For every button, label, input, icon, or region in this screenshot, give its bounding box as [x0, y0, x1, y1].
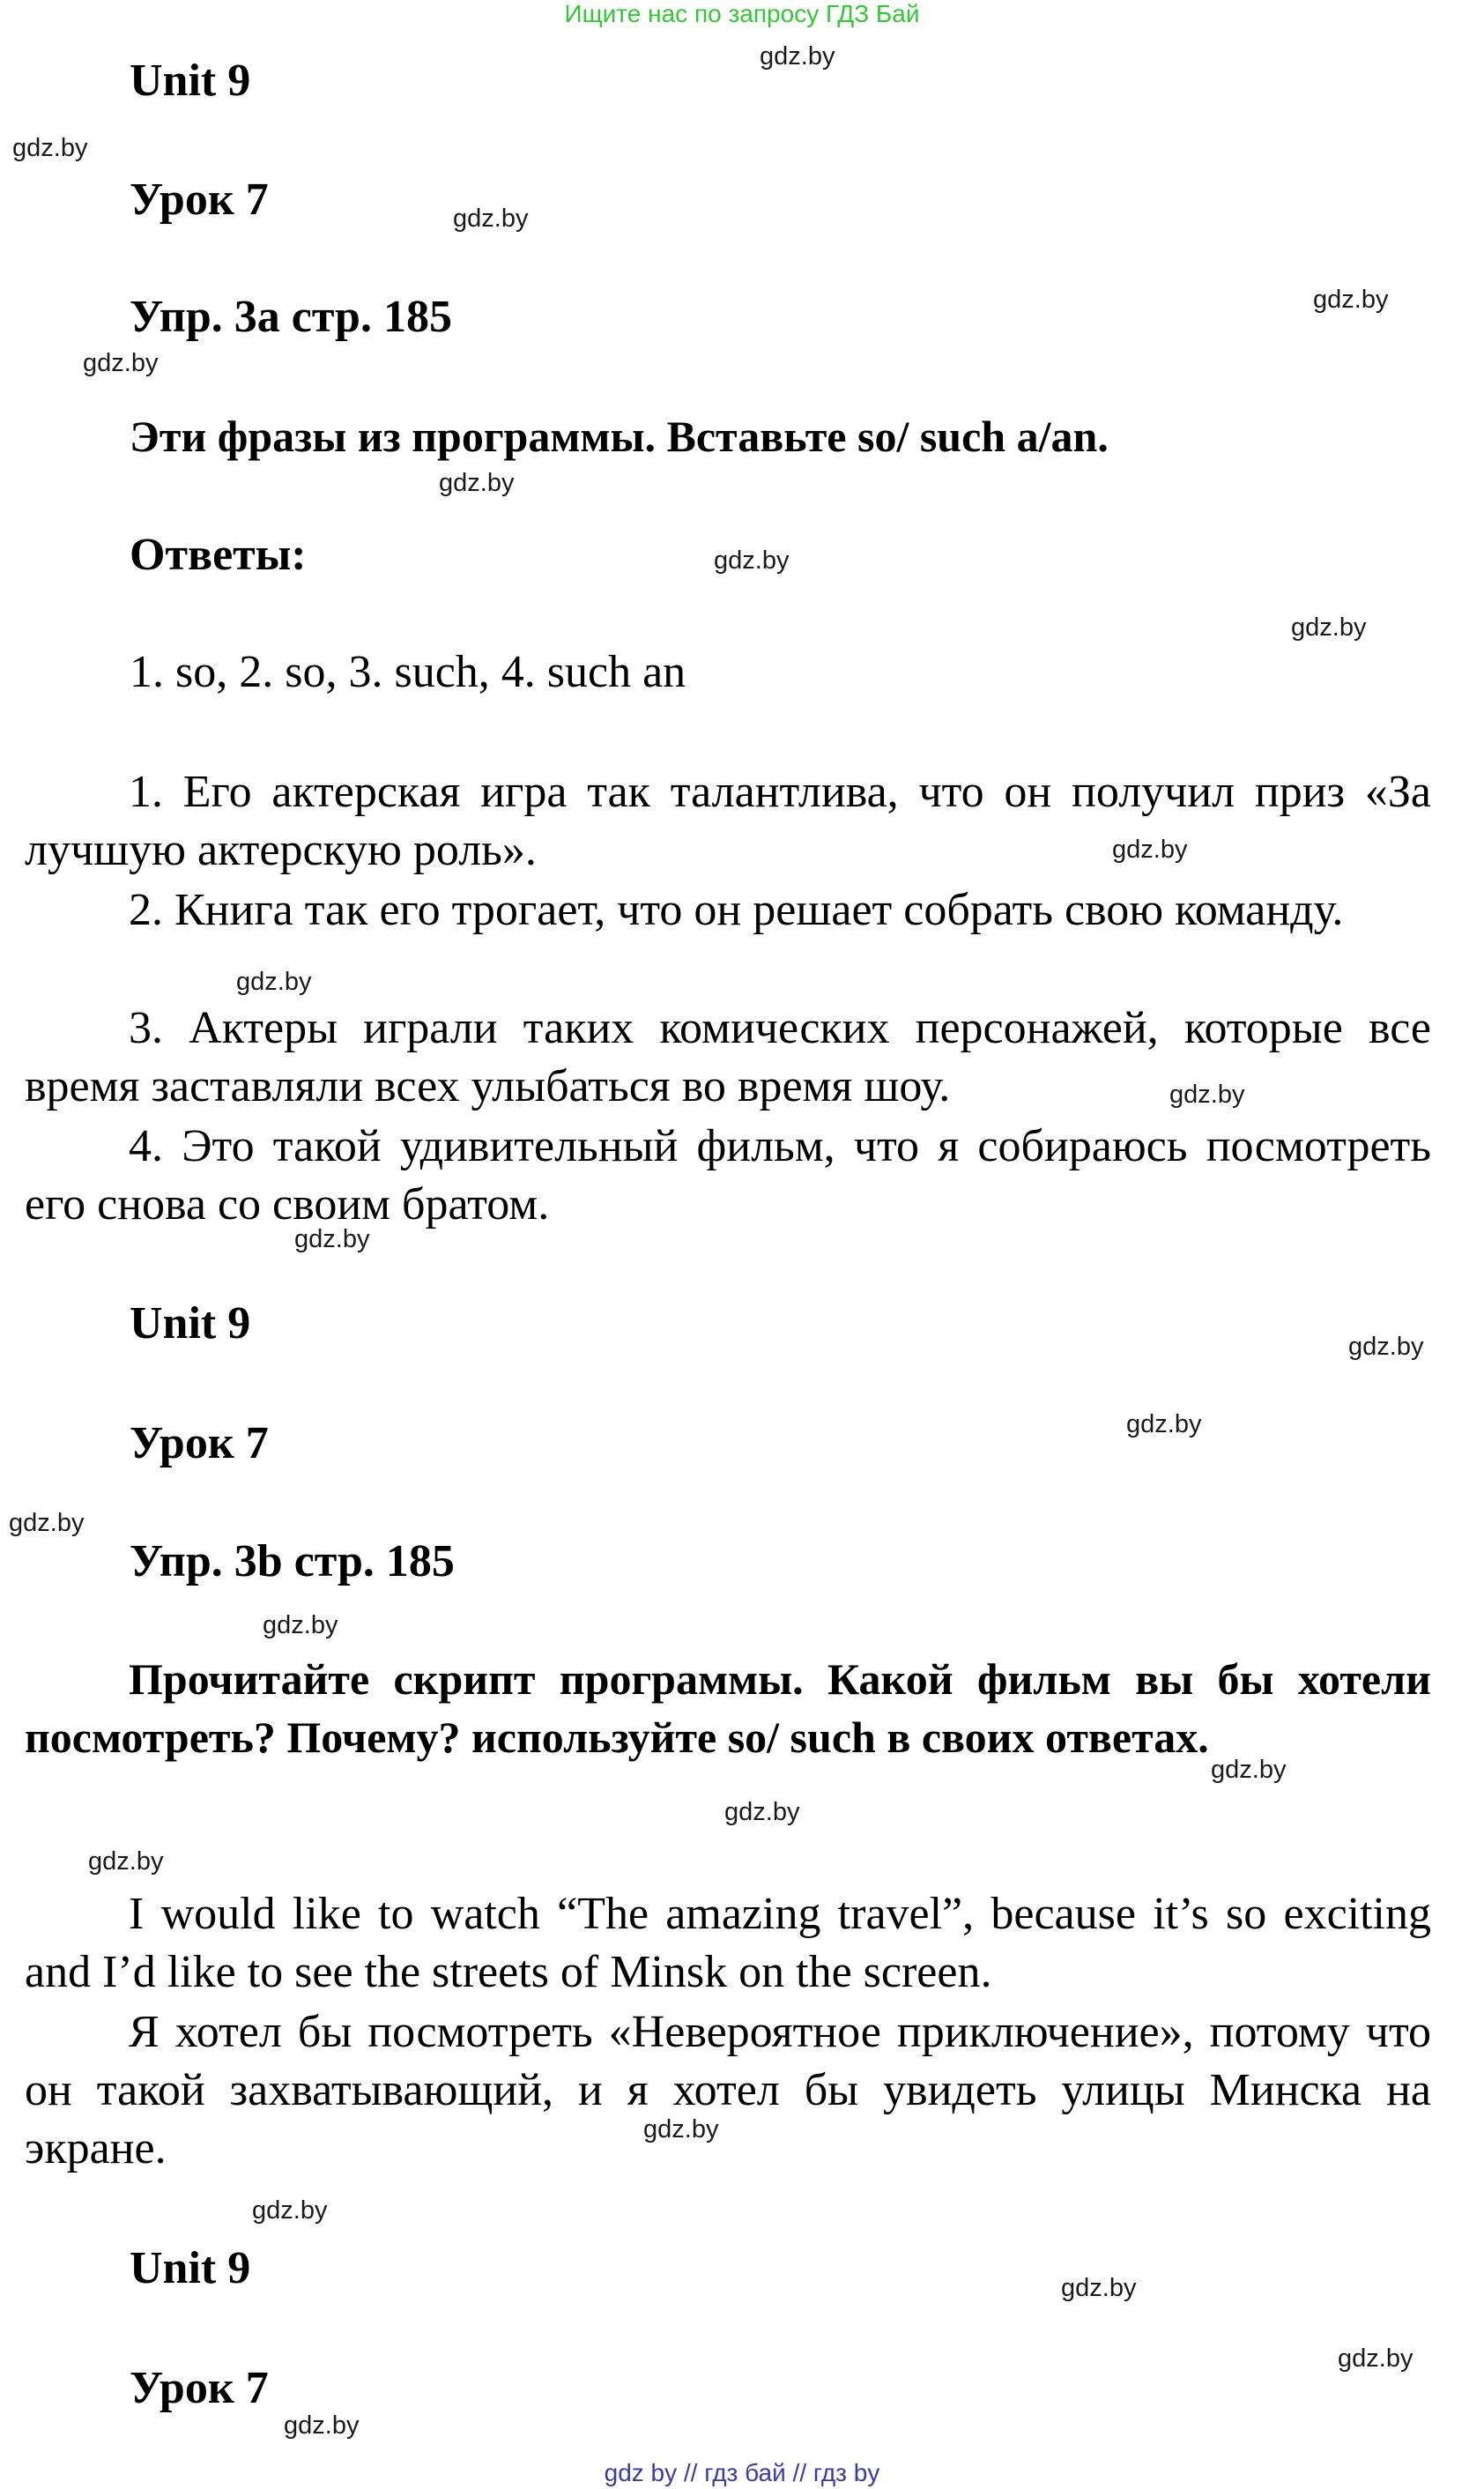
translation-item: [25, 1118, 1431, 1234]
watermark: gdz.by: [1061, 2274, 1137, 2302]
watermark: gdz.by: [12, 134, 88, 162]
exercise-heading: Упр. 3b стр. 185: [130, 1536, 455, 1586]
watermark: gdz.by: [9, 1509, 85, 1537]
watermark: gdz.by: [1348, 1333, 1424, 1361]
translation-item: [25, 763, 1431, 880]
translation-text: 1. Его актерская игра так талантлива, что он получил приз «За лучшую актерскую роль».: [25, 767, 1431, 875]
answer-russian: [25, 2003, 1431, 2178]
watermark: gdz.by: [1291, 613, 1367, 642]
watermark: gdz.by: [1112, 836, 1188, 864]
watermark: gdz.by: [294, 1225, 370, 1253]
watermark: gdz.by: [236, 968, 312, 996]
exercise-heading: Упр. 3a стр. 185: [130, 292, 452, 342]
watermark: gdz.by: [263, 1611, 338, 1639]
watermark: gdz.by: [1313, 286, 1389, 314]
translation-text: 4. Это такой удивительный фильм, что я собираюсь посмотреть его снова со своим братом.: [25, 1121, 1431, 1230]
watermark: gdz.by: [284, 2411, 360, 2440]
watermark: gdz.by: [760, 42, 835, 71]
lesson-heading: Урок 7: [130, 2363, 269, 2413]
watermark: gdz.by: [439, 469, 515, 497]
watermark: gdz.by: [714, 546, 790, 575]
task-text-content: Прочитайте скрипт программы. Какой фильм вы бы хотели посмотреть? Почему? используйте so/ such в своих ответах.: [25, 1654, 1431, 1762]
top-banner[interactable]: Ищите нас по запросу ГДЗ Бай: [564, 0, 920, 27]
watermark: gdz.by: [1211, 1756, 1287, 1784]
footer-links[interactable]: gdz by // гдз бай // гдз by: [604, 2459, 880, 2486]
watermark: gdz.by: [88, 1847, 164, 1876]
unit-heading: Unit 9: [130, 1298, 251, 1349]
answer-russian-text: Я хотел бы посмотреть «Невероятное приключение», потому что он такой захватывающий, и я хотел бы увидеть улицы Минска на экране.: [25, 2007, 1431, 2173]
translation-item: [25, 881, 1431, 940]
watermark: gdz.by: [1169, 1081, 1245, 1109]
watermark: gdz.by: [453, 204, 529, 233]
unit-heading: Unit 9: [130, 56, 251, 106]
translation-text: 3. Актеры играли таких комических персонажей, которые все время заставляли всех улыбаться во время шоу.: [25, 1003, 1431, 1111]
watermark: gdz.by: [1338, 2344, 1414, 2373]
task-text: [25, 1650, 1431, 1766]
unit-heading: Unit 9: [130, 2243, 251, 2293]
watermark: gdz.by: [643, 2115, 719, 2144]
answer-english: [25, 1885, 1431, 2002]
watermark: gdz.by: [724, 1798, 800, 1826]
task-text: Эти фразы из программы. Вставьте so/ such a/an.: [130, 412, 1109, 461]
answers-label: Ответы:: [130, 530, 307, 580]
answer-english-text: I would like to watch “The amazing travel”, because it’s so exciting and I’d like to see the streets of Minsk on the screen.: [25, 1889, 1431, 1997]
translation-text: 2. Книга так его трогает, что он решает собрать свою команду.: [129, 885, 1344, 935]
watermark: gdz.by: [1126, 1410, 1202, 1438]
lesson-heading: Урок 7: [130, 1418, 269, 1468]
watermark: gdz.by: [252, 2196, 328, 2225]
lesson-heading: Урок 7: [130, 175, 269, 225]
watermark: gdz.by: [83, 349, 159, 377]
answers-list: 1. so, 2. so, 3. such, 4. such an: [130, 647, 686, 697]
